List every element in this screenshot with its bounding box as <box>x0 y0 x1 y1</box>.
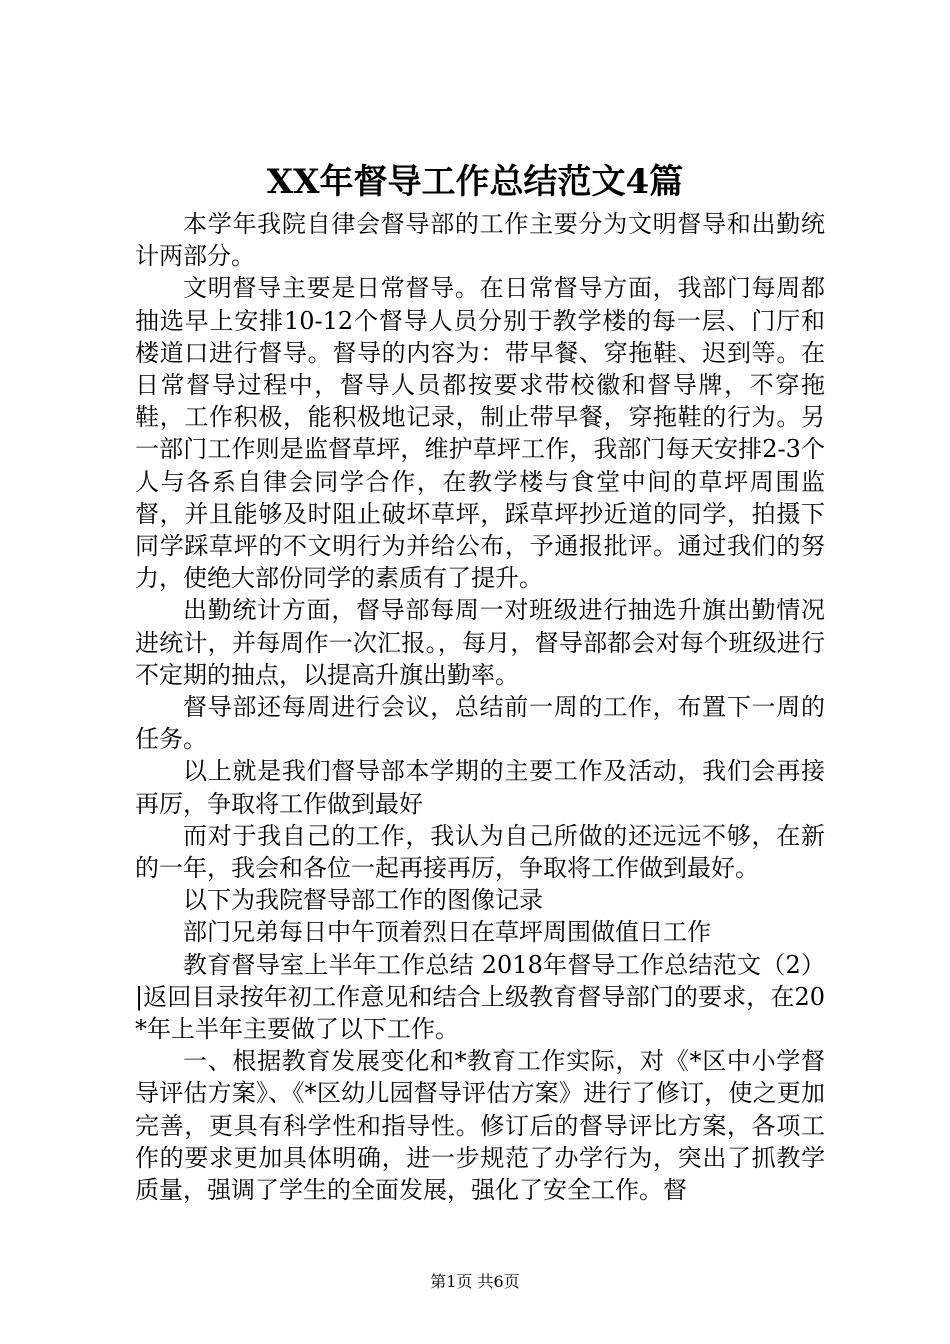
paragraph: 本学年我院自律会督导部的工作主要分为文明督导和出勤统计两部分。 <box>135 210 825 271</box>
paragraph: 以上就是我们督导部本学期的主要工作及活动，我们会再接再厉，争取将工作做到最好 <box>135 757 825 818</box>
paragraph: 而对于我自己的工作，我认为自己所做的还远远不够，在新的一年，我会和各位一起再接再厉，争取将工作做到最好。 <box>135 821 825 883</box>
paragraph: 教育督导室上半年工作总结 2018年督导工作总结范文（2）|返回目录按年初工作意见和结合上级教育督导部门的要求，在20*年上半年主要做了以下工作。 <box>135 950 825 1044</box>
document-body <box>135 208 825 1206</box>
paragraph: 督导部还每周进行会议，总结前一周的工作，布置下一周的任务。 <box>135 693 825 754</box>
paragraph: 文明督导主要是日常督导。在日常督导方面，我部门每周都抽选早上安排10-12个督导人员分别于教学楼的每一层、门厅和楼道口进行督导。督导的内容为：带早餐、穿拖鞋、迟到等。在日常督导过程中，督导人员都按要求带校徽和督导牌，不穿拖鞋，工作积极，能积极地记录，制止带早餐，穿拖鞋的行为。另一部门工作则是监督草坪，维护草坪工作，我部门每天安排2-3个人与各系自律会同学合作，在教学楼与食堂中间的草坪周围监督，并且能够及时阻止破坏草坪，踩草坪抄近道的同学，拍摄下同学踩草坪的不文明行为并给公布，予通报批评。通过我们的努力，使绝大部份同学的素质有了提升。 <box>135 274 825 593</box>
paragraph: 出勤统计方面，督导部每周一对班级进行抽选升旗出勤情况进统计，并每周作一次汇报。，每月，督导部都会对每个班级进行不定期的抽点，以提高升旗出勤率。 <box>135 596 825 689</box>
image-caption: 部门兄弟每日中午顶着烈日在草坪周围做值日工作 <box>183 918 711 947</box>
document-title: XX年督导工作总结范文4篇 <box>266 162 684 202</box>
paragraph: 一、根据教育发展变化和*教育工作实际，对《*区中小学督导评估方案》、《*区幼儿园督导评估方案》进行了修订，使之更加完善，更具有科学性和指导性。修订后的督导评比方案，各项工作的要求更加具体明确，进一步规范了办学行为，突出了抓教学质量，强调了学生的全面发展，强化了安全工作。督 <box>135 1047 825 1205</box>
image-record-caption: 以下为我院督导部工作的图像记录 <box>183 886 543 915</box>
page-number-footer: 第1页 共6页 <box>430 1272 520 1291</box>
